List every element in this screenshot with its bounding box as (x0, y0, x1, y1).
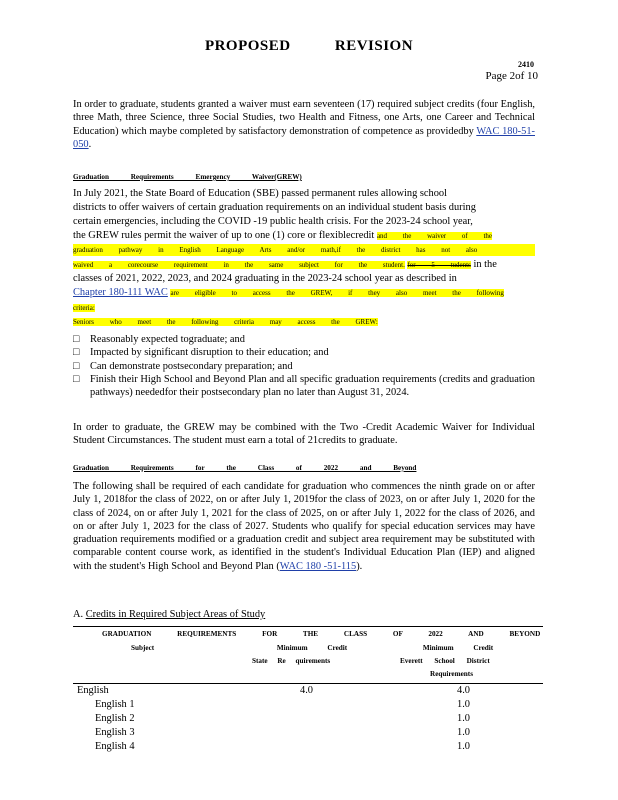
highlighted-insertion: criteria: (73, 304, 95, 312)
grew-line (73, 286, 535, 300)
table-row-subject: English (77, 685, 109, 696)
table-row-subject: English 3 (95, 727, 135, 738)
table-row-district: 1.0 (457, 727, 470, 738)
grew-line (73, 258, 535, 272)
grew-heading: Graduation Requirements Emergency Waiver(GREW) (73, 173, 302, 181)
grew-line: certain emergencies, including the COVID -19 public health crisis. For the 2023-24 school year, (73, 216, 473, 227)
table-row-subject: English 4 (95, 741, 135, 752)
list-item: □ Reasonably expected tograduate; and (73, 334, 245, 345)
checkbox-icon: □ (73, 347, 80, 359)
intro-paragraph (73, 98, 535, 151)
struck-deletion: for 5 tudents (407, 261, 471, 269)
col-subject-header: Subject (131, 644, 155, 652)
highlighted-insertion: are eligible to access the GREW, if they also meet the following (170, 289, 504, 297)
col-district-header-3: Requirements (430, 670, 473, 678)
col-state-header-1: Minimum Credit (276, 644, 348, 652)
credits-heading (73, 609, 265, 620)
combined-waiver-paragraph: In order to graduate, the GREW may be combined with the Two -Credit Academic Waiver for Individual Student Circumstances. The student must earn a total of 21credits to graduate. (73, 422, 535, 447)
grew-line: districts to offer waivers of certain graduation requirements on an individual student basis during (73, 202, 476, 213)
table-header-rule (73, 683, 543, 684)
table-row-subject: English 2 (95, 713, 135, 724)
list-item: □ Can demonstrate postsecondary preparation; and (73, 360, 293, 372)
chapter-180-111-wac-link[interactable]: Chapter 180-111 WAC (73, 287, 168, 298)
highlighted-insertion: Seniors who meet the following criteria may access the GREW: (73, 318, 378, 326)
table-row-district: 1.0 (457, 699, 470, 710)
col-district-header-1: Minimum Credit (422, 644, 494, 652)
policy-number: 2410 (518, 60, 534, 69)
checkbox-icon: □ (73, 360, 80, 372)
table-row-state: 4.0 (300, 685, 313, 696)
table-row-district: 1.0 (457, 713, 470, 724)
col-state-header-2: State Re quirements (252, 657, 331, 665)
wac-180-51-050-link[interactable]: WAC 180-51-050 (73, 125, 535, 150)
credits-heading-prefix: A. (73, 609, 86, 620)
class-2022-paragraph (73, 480, 535, 573)
class-2022-text-end: ). (356, 560, 363, 572)
grew-line (73, 301, 535, 315)
page-number: Page 2of 10 (485, 70, 538, 82)
table-top-rule (73, 626, 543, 627)
col-district-header-2: Everett School District (400, 657, 490, 665)
table-row-subject: English 1 (95, 699, 135, 710)
class-2022-text: The following shall be required of each candidate for graduation who commences the ninth grade on or after July 1, 2018for the class of 2022, on or after July 1, 2019for the class of 2023, on or after July 1, 2020 for the class of 2024, on or after July 1, 2021 for the class of 2025, on or after July 1, 2022 for the class of 2026, and on or after July 1, 2023 for the class of 2027. Students who qualify for special education services may have graduation requirements modified or a graduation credit and subject area requirement may be substituted with comparable content course work, as identified in the student's Individual Education Plan (IEP) and aligned with the student's High School and Beyond Plan ( (73, 481, 535, 572)
table-row-district: 1.0 (457, 741, 470, 752)
checkbox-icon: □ (73, 373, 80, 385)
highlighted-insertion: and the waiver of the (376, 232, 493, 240)
checkbox-icon: □ (73, 334, 80, 345)
class-2022-heading: Graduation Requirements for the Class of 2022 and Beyond (73, 464, 417, 472)
table-title: GRADUATION REQUIREMENTS FOR THE CLASS OF 2022 AND BEYOND (102, 630, 541, 638)
highlighted-insertion: graduation pathway in English Language Arts and/or math,if the district has not also (73, 244, 535, 256)
intro-text: In order to graduate, students granted a waiver must earn seventeen (17) required subject credits (four English, three Math, three Science, three Social Studies, two Health and Fitness, one Arts, one Career and Technical Education) which maybe completed by satisfactory demonstration of competence as providedby (73, 99, 535, 137)
table-row-district: 4.0 (457, 685, 470, 696)
page-title: PROPOSED REVISION (204, 38, 414, 54)
grew-line-text: in the (473, 259, 497, 270)
grew-line (73, 229, 535, 243)
grew-line: classes of 2021, 2022, 2023, and 2024 graduating in the 2023-24 school year as described in (73, 273, 457, 284)
grew-line: In July 2021, the State Board of Education (SBE) passed permanent rules allowing school (73, 188, 447, 199)
list-item: □ Finish their High School and Beyond Plan and all specific graduation requirements (credits and graduation pathways) neededfor their postsecondary plan no later than August 31, 2024. (73, 373, 535, 399)
credits-heading-text: Credits in Required Subject Areas of Study (85, 609, 266, 620)
grew-line-text: the GREW rules permit the waiver of up to one (1) core or flexiblecredit (73, 230, 375, 241)
grew-line (73, 315, 535, 329)
wac-180-51-115-link[interactable]: WAC 180 -51-115 (279, 560, 357, 572)
list-item: □ Impacted by significant disruption to their education; and (73, 347, 329, 359)
highlighted-insertion: waived a corecourse requirement in the same subject for the student. (73, 261, 405, 269)
intro-text-end: . (88, 138, 92, 150)
criteria-list (73, 333, 535, 399)
